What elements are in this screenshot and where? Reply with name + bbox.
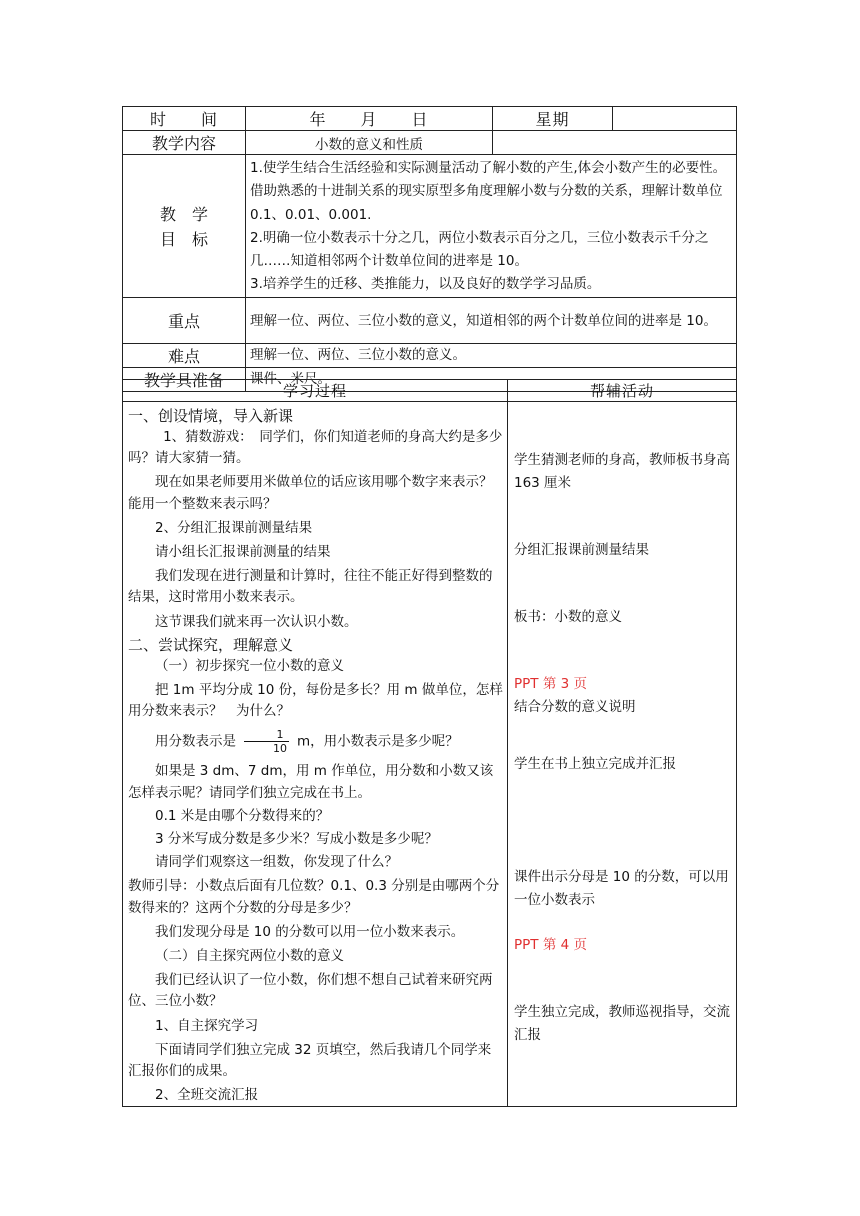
time-row [123, 107, 737, 131]
goals-label-line2: 目 标 [159, 229, 208, 249]
section2-title: 二、尝试探究，理解意义 [128, 635, 294, 654]
difficulties-label: 难点 [123, 343, 246, 367]
difficulties-row [123, 343, 737, 367]
support-note-5: 结合分数的意义说明 [514, 699, 636, 715]
goal-item-1: 1.使学生结合生活经验和实际测量活动了解小数的产生,体会小数产生的必要性。借助熟悉的十进制关系的现实原型多角度理解小数与分数的关系，理解计数单位 0.1、0.01、0.001. [250, 160, 727, 223]
s2-para-11: 我们已经认识了一位小数，你们想不想自己试着来研究两位、三位小数？ [128, 972, 493, 1010]
support-note-1: 学生猜测老师的身高，教师板书身高 163 厘米 [514, 452, 730, 491]
week-value [613, 107, 737, 131]
date-field: 年 月 日 [246, 107, 493, 131]
process-left-column [123, 402, 508, 1107]
s1-para-5: 我们发现在进行测量和计算时，往往不能正好得到整数的结果，这时常用小数来表示。 [128, 568, 493, 606]
s2-para-14: 2、全班交流汇报 [155, 1087, 259, 1104]
process-right-column [508, 402, 737, 1107]
s2-para-1: （一）初步探究一位小数的意义 [155, 657, 344, 674]
goals-label-line1: 教 学 [159, 204, 208, 224]
s2-para-3-suffix: m，用小数表示是多少呢？ [297, 733, 459, 750]
support-note-ppt-3: PPT 第 3 页 [514, 676, 587, 692]
fraction-denominator: 10 [273, 742, 287, 756]
s2-para-6: 3 分米写成分数是多少米？写成小数是多少呢？ [155, 831, 438, 848]
content-label: 教学内容 [123, 131, 246, 155]
process-header-left: 学习过程 [123, 380, 508, 402]
s2-para-12: 1、自主探究学习 [155, 1017, 259, 1034]
key-points-label: 重点 [123, 297, 246, 343]
s1-para-1: 1、猜数游戏： 同学们，你们知道老师的身高大约是多少吗？请大家猜一猜。 [128, 429, 503, 467]
s2-para-9: 我们发现分母是 10 的分数可以用一位小数来表示。 [155, 923, 465, 940]
s2-para-2: 把 1m 平均分成 10 份，每份是多长？用 m 做单位，怎样用分数来表示？ 为什么？ [128, 682, 503, 720]
s2-para-3 [128, 728, 503, 755]
goals-row [123, 155, 737, 298]
s2-para-13: 下面请同学们独立完成 32 页填空，然后我请几个同学来汇报你们的成果。 [128, 1041, 492, 1080]
s2-para-5: 0.1 米是由哪个分数得来的？ [155, 807, 330, 824]
fraction-one-tenth [244, 728, 289, 755]
process-table [122, 379, 737, 1107]
process-header-row [123, 380, 737, 402]
s2-para-4: 如果是 3 dm、7 dm，用 m 作单位，用分数和小数又该怎样表示呢？请同学们独立完成在书上。 [128, 763, 494, 801]
s2-para-8: 教师引导：小数点后面有几位数？0.1、0.3 分别是由哪两个分数得来的？这两个分数的分母是多少？ [128, 878, 500, 916]
s2-para-10: （二）自主探究两位小数的意义 [155, 948, 344, 965]
materials-label: 教学具准备 [123, 368, 246, 392]
goals-label [123, 155, 246, 298]
s2-para-7: 请同学们观察这一组数，你发现了什么？ [155, 854, 398, 871]
goal-item-3: 3.培养学生的迁移、类推能力，以及良好的数学学习品质。 [250, 276, 601, 293]
process-header-right: 帮辅活动 [508, 380, 737, 402]
process-body-row [123, 402, 737, 1107]
goal-item-2: 2.明确一位小数表示十分之几，两位小数表示百分之几，三位小数表示千分之几……知道相邻两个计数单位间的进率是 10。 [250, 229, 709, 270]
content-row [123, 131, 737, 155]
s1-para-3: 2、分组汇报课前测量结果 [155, 519, 313, 536]
week-label: 星期 [493, 107, 613, 131]
goals-text [246, 155, 737, 298]
support-note-ppt-4: PPT 第 4 页 [514, 937, 587, 953]
s1-para-4: 请小组长汇报课前测量的结果 [155, 544, 331, 561]
key-points-text: 理解一位、两位、三位小数的意义，知道相邻的两个计数单位间的进率是 10。 [246, 297, 737, 343]
lesson-info-table [122, 106, 737, 392]
difficulties-text: 理解一位、两位、三位小数的意义。 [246, 343, 737, 367]
s2-para-3-prefix: 用分数表示是 [155, 733, 236, 750]
content-value: 小数的意义和性质 [246, 131, 493, 155]
s1-para-6: 这节课我们就来再一次认识小数。 [155, 613, 358, 630]
materials-text: 课件、米尺。 [246, 368, 737, 392]
section1-title: 一、创设情境，导入新课 [128, 407, 294, 425]
support-note-6: 学生在书上独立完成并汇报 [514, 756, 676, 772]
support-note-9: 学生独立完成，教师巡视指导，交流汇报 [514, 1004, 730, 1043]
key-points-row [123, 297, 737, 343]
fraction-numerator: 1 [244, 728, 289, 742]
time-label: 时 间 [123, 107, 246, 131]
s1-para-2: 现在如果老师要用米做单位的话应该用哪个数字来表示？能用一个整数来表示吗？ [128, 474, 493, 512]
support-note-3: 板书：小数的意义 [514, 609, 622, 625]
support-note-7: 课件出示分母是 10 的分数，可以用一位小数表示 [514, 869, 729, 908]
support-note-2: 分组汇报课前测量结果 [514, 542, 649, 558]
content-extra [493, 131, 737, 155]
